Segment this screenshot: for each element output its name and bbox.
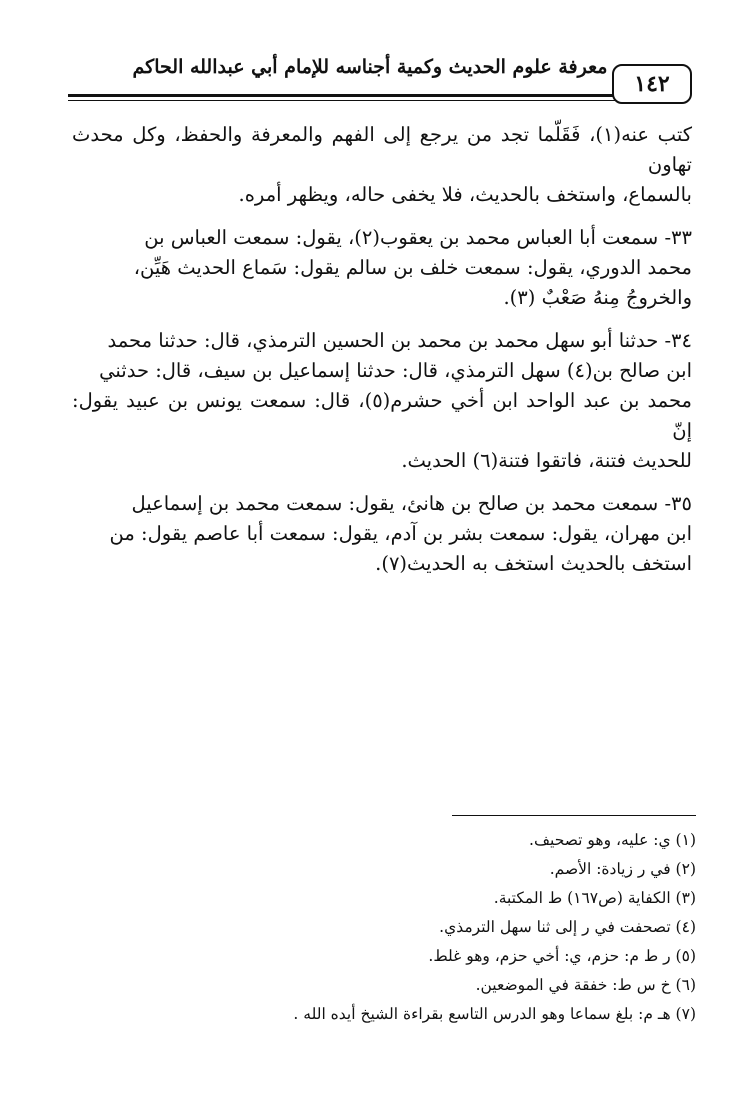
- text-line: ٣٣- سمعت أبا العباس محمد بن يعقوب(٢)، يقول: سمعت العباس بن: [144, 226, 692, 249]
- text-line: ٣٤- حدثنا أبو سهل محمد بن محمد بن الحسين الترمذي، قال: حدثنا محمد: [107, 329, 692, 352]
- paragraph-hadith-33: [72, 223, 692, 313]
- text-line: ٣٥- سمعت محمد بن صالح بن هانئ، يقول: سمعت محمد بن إسماعيل: [131, 492, 692, 515]
- footnote-4: (٤) تصحفت في ر إلى ثنا سهل الترمذي.: [439, 918, 696, 936]
- text-line: ابن صالح بن(٤) سهل الترمذي، قال: حدثنا إسماعيل بن سيف، قال: حدثني: [99, 359, 692, 382]
- text-line: محمد الدوري، يقول: سمعت خلف بن سالم يقول: سَماع الحديث هَيِّن،: [133, 256, 692, 279]
- footnote-2: (٢) في ر زيادة: الأصم.: [549, 860, 696, 878]
- text-line: ابن مهران، يقول: سمعت بشر بن آدم، يقول: سمعت أبا عاصم يقول: من: [109, 522, 692, 545]
- text-line: كتب عنه(١)، فَقَلّما تجد من يرجع إلى الفهم والمعرفة والحفظ، وكل محدث تهاون: [72, 123, 692, 176]
- footnote-3: (٣) الكفاية (ص١٦٧) ط المكتبة.: [493, 889, 696, 907]
- footnote-5: (٥) ر ط م: حزم، ي: أخي حزم، وهو غلط.: [428, 947, 696, 965]
- main-text: [72, 120, 692, 592]
- footnote-6: (٦) خ س ط: خفقة في الموضعين.: [475, 976, 696, 994]
- header-rule-thick: [68, 94, 628, 97]
- footnote-7: (٧) هـ م: بلغ سماعا وهو الدرس التاسع بقراءة الشيخ أيده الله .: [293, 1005, 696, 1023]
- footnote-separator: [452, 815, 696, 816]
- footnotes: [150, 826, 696, 1029]
- paragraph-hadith-34: [72, 326, 692, 476]
- text-line: بالسماع، واستخف بالحديث، فلا يخفى حاله، ويظهر أمره.: [238, 183, 692, 206]
- text-line: استخف بالحديث استخف به الحديث(٧).: [375, 552, 692, 575]
- page-number-badge: ١٤٢: [612, 64, 692, 104]
- running-header-title: معرفة علوم الحديث وكمية أجناسه للإمام أبي عبدالله الحاكم: [132, 56, 608, 78]
- footnote-1: (١) ي: عليه، وهو تصحيف.: [529, 831, 696, 849]
- paragraph-hadith-35: [72, 489, 692, 579]
- text-line: للحديث فتنة، فاتقوا فتنة(٦) الحديث.: [401, 449, 692, 472]
- text-line: محمد بن عبد الواحد ابن أخي حشرم(٥)، قال: سمعت يونس بن عبيد يقول: إنّ: [72, 389, 692, 442]
- paragraph-1: [72, 120, 692, 210]
- header-rule-thin: [68, 100, 628, 101]
- text-line: والخروجُ مِنهُ صَعْبٌ (٣).: [503, 286, 692, 309]
